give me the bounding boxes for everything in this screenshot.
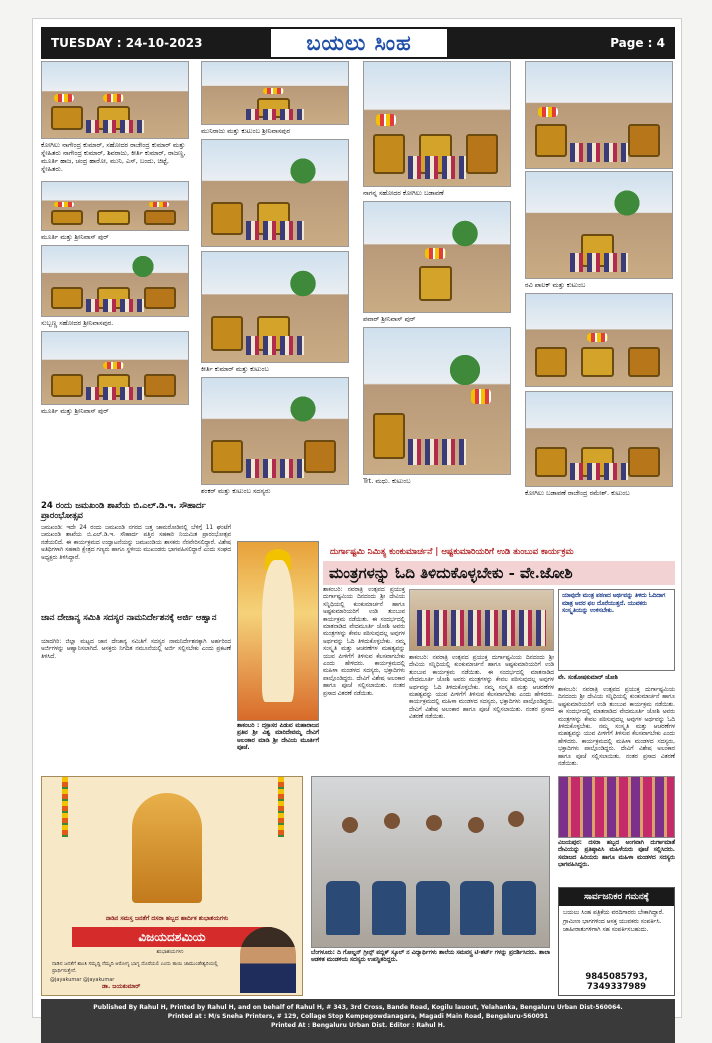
footer-line: Published By Rahul H, Printed by Rahul H, and on behalf of Rahul H, # 343, 3rd Cross, Bande Road, Kogilu lauout, Yelahanka, Bengaluru Urban Dist-560064. <box>93 1004 623 1011</box>
quote-author: ವೇ. ಸಂತೋಷಕುಮಾರ್ ಜೋಶಿ <box>558 675 618 681</box>
photo-caption: ಕೋಗಿಲು ನಾಗೇಂದ್ರ ಕುಮಾರ್, ಸಹೋದರ ರಾಜೇಂದ್ರ ಕುಮಾರ್ ಮತ್ತು ಸ್ನೇಹಿತರು ನಾಗೇಂದ್ರ ಕುಮಾರ್, ಶಿವರಾಜು, ಕೀರ್ತಿ ಕುಮಾರ್, ರಾಜಣ್ಣ, ಮೂರ್ತಿ ಹಾಜ, ಚಂದ್ರ ಹಾರೋ, ಮುನಿ, ಎಸ್, ಬಂದು, ಚಿಟ್ಟೆ, ಸ್ನೇಹಿತರು. <box>41 141 186 173</box>
issue-date: TUESDAY : 24-10-2023 <box>51 36 203 50</box>
strip-text: ದುರ್ಗಾಷ್ಟಮಿ ನಿಮಿತ್ಯ ಕುಂಕುಮಾರ್ಚನೆ | ಆಷ್ಟಕುಮಾರಿಯರಿಗೆ ಉಡಿ ತುಂಬುವ ಕಾರ್ಯಕ್ರಮ <box>330 547 574 557</box>
photo-caption: ರವಿ ಪಾಲಕ್ ಮತ್ತು ಕುಟುಂಬ <box>525 281 586 289</box>
imprint-footer <box>41 999 675 1043</box>
public-notice <box>558 887 675 996</box>
main-body-3: ಶಾಕಂಬರಿ: ನವರಾತ್ರಿ ಉತ್ಸವದ ಪ್ರಯುಕ್ತ ದುರ್ಗಾಷ್ಟಮಿಯ ದಿನದಂದು ಶ್ರೀ ದೇವಿಯ ಸನ್ನಿಧಿಯಲ್ಲಿ ಕುಂಕುಮಾರ್ಚನೆ ಹಾಗೂ ಅಷ್ಟಕುಮಾರಿಯರಿಗೆ ಉಡಿ ತುಂಬುವ ಕಾರ್ಯಕ್ರಮ ನಡೆಯಿತು. ಈ ಸಂದರ್ಭದಲ್ಲಿ ಮಾತನಾಡಿದ ವೇದಮೂರ್ತಿ ಜೋಶಿ ಅವರು ಮಂತ್ರಗಳನ್ನು ಕೇವಲ ಪಠಿಸುವುದಲ್ಲ ಅವುಗಳ ಅರ್ಥವನ್ನು ಓದಿ ತಿಳಿದುಕೊಳ್ಳಬೇಕು. ನಮ್ಮ ಸಂಸ್ಕೃತಿ ಮತ್ತು ಆಚರಣೆಗಳ ಮಹತ್ವವನ್ನು ಯುವ ಪೀಳಿಗೆಗೆ ತಿಳಿಸುವ ಕೆಲಸವಾಗಬೇಕು ಎಂದು ಹೇಳಿದರು. ಕಾರ್ಯಕ್ರಮದಲ್ಲಿ ಮಹಿಳಾ ಮಂಡಳದ ಸದಸ್ಯರು, ಭಕ್ತಾದಿಗಳು ಪಾಲ್ಗೊಂಡಿದ್ದರು. ದೇವಿಗೆ ವಿಶೇಷ ಅಲಂಕಾರ ಹಾಗೂ ಪೂಜೆ ಸಲ್ಲಿಸಲಾಯಿತು. ನಂತರ ಪ್ರಸಾದ ವಿತರಣೆ ನಡೆಯಿತು. <box>558 687 675 768</box>
photo-caption: ಮುನಿರಾಜು ಮತ್ತು ಕುಟುಂಬ ಶ್ರೀನಿವಾಸಪುರ <box>201 127 291 135</box>
article-strip <box>330 544 675 560</box>
masthead <box>41 27 675 59</box>
main-body-2: ಶಾಕಂಬರಿ: ನವರಾತ್ರಿ ಉತ್ಸವದ ಪ್ರಯುಕ್ತ ದುರ್ಗಾಷ್ಟಮಿಯ ದಿನದಂದು ಶ್ರೀ ದೇವಿಯ ಸನ್ನಿಧಿಯಲ್ಲಿ ಕುಂಕುಮಾರ್ಚನೆ ಹಾಗೂ ಅಷ್ಟಕುಮಾರಿಯರಿಗೆ ಉಡಿ ತುಂಬುವ ಕಾರ್ಯಕ್ರಮ ನಡೆಯಿತು. ಈ ಸಂದರ್ಭದಲ್ಲಿ ಮಾತನಾಡಿದ ವೇದಮೂರ್ತಿ ಜೋಶಿ ಅವರು ಮಂತ್ರಗಳನ್ನು ಕೇವಲ ಪಠಿಸುವುದಲ್ಲ ಅವುಗಳ ಅರ್ಥವನ್ನು ಓದಿ ತಿಳಿದುಕೊಳ್ಳಬೇಕು. ನಮ್ಮ ಸಂಸ್ಕೃತಿ ಮತ್ತು ಆಚರಣೆಗಳ ಮಹತ್ವವನ್ನು ಯುವ ಪೀಳಿಗೆಗೆ ತಿಳಿಸುವ ಕೆಲಸವಾಗಬೇಕು ಎಂದು ಹೇಳಿದರು. ಕಾರ್ಯಕ್ರಮದಲ್ಲಿ ಮಹಿಳಾ ಮಂಡಳದ ಸದಸ್ಯರು, ಭಕ್ತಾದಿಗಳು ಪಾಲ್ಗೊಂಡಿದ್ದರು. ದೇವಿಗೆ ವಿಶೇಷ ಅಲಂಕಾರ ಹಾಗೂ ಪೂಜೆ ಸಲ್ಲಿಸಲಾಯಿತು. ನಂತರ ಪ್ರಸಾದ ವಿತರಣೆ ನಡೆಯಿತು. <box>409 655 554 721</box>
women-photo <box>558 776 675 838</box>
photo-caption: ಪವಾರ್ ಶ್ರೀನಿವಾಸ್ ಪುರ್ <box>363 315 416 323</box>
article-body: ಜಮಖಂಡಿ: ಇದೇ 24 ರಂದು ಜಮಖಂಡಿ ನಗರದ ಜತ್ತ ಜಾಮರೋಡಿನಲ್ಲಿ ಬೆಳಿಗ್ಗೆ 11 ಘಂಟೆಗೆ ಜಮಖಂಡಿ ಶಾಖೆಯ ಬಿ.ಎಲ್.ಡಿ.ಇ. ಸೌಹಾರ್ದ ಪತ್ತಿನ ಸಹಕಾರಿ ನಿಯಮಿತ ಪ್ರಾರಂಭೋತ್ಸವ ನಡೆಯಲಿದೆ. ಈ ಕಾರ್ಯಕ್ರಮದ ಉದ್ಘಾಟನೆಯನ್ನು ಜಮಖಂಡಿಯ ಶಾಸಕರು ನೆರವೇರಿಸಲಿದ್ದಾರೆ. ವಿಶೇಷ ಅತಿಥಿಗಳಾಗಿ ಸಹಕಾರಿ ಕ್ಷೇತ್ರದ ಗಣ್ಯರು ಹಾಗೂ ಸ್ಥಳೀಯ ಮುಖಂಡರು ಭಾಗವಹಿಸಲಿದ್ದಾರೆ ಎಂದು ಸಂಘದ ಅಧ್ಯಕ್ಷರು ತಿಳಿಸಿದ್ದಾರೆ. <box>41 525 231 561</box>
main-body: ಶಾಕಂಬರಿ: ನವರಾತ್ರಿ ಉತ್ಸವದ ಪ್ರಯುಕ್ತ ದುರ್ಗಾಷ್ಟಮಿಯ ದಿನದಂದು ಶ್ರೀ ದೇವಿಯ ಸನ್ನಿಧಿಯಲ್ಲಿ ಕುಂಕುಮಾರ್ಚನೆ ಹಾಗೂ ಅಷ್ಟಕುಮಾರಿಯರಿಗೆ ಉಡಿ ತುಂಬುವ ಕಾರ್ಯಕ್ರಮ ನಡೆಯಿತು. ಈ ಸಂದರ್ಭದಲ್ಲಿ ಮಾತನಾಡಿದ ವೇದಮೂರ್ತಿ ಜೋಶಿ ಅವರು ಮಂತ್ರಗಳನ್ನು ಕೇವಲ ಪಠಿಸುವುದಲ್ಲ ಅವುಗಳ ಅರ್ಥವನ್ನು ಓದಿ ತಿಳಿದುಕೊಳ್ಳಬೇಕು. ನಮ್ಮ ಸಂಸ್ಕೃತಿ ಮತ್ತು ಆಚರಣೆಗಳ ಮಹತ್ವವನ್ನು ಯುವ ಪೀಳಿಗೆಗೆ ತಿಳಿಸುವ ಕೆಲಸವಾಗಬೇಕು ಎಂದು ಹೇಳಿದರು. ಕಾರ್ಯಕ್ರಮದಲ್ಲಿ ಮಹಿಳಾ ಮಂಡಳದ ಸದಸ್ಯರು, ಭಕ್ತಾದಿಗಳು ಪಾಲ್ಗೊಂಡಿದ್ದರು. ದೇವಿಗೆ ವಿಶೇಷ ಅಲಂಕಾರ ಹಾಗೂ ಪೂಜೆ ಸಲ್ಲಿಸಲಾಯಿತು. ನಂತರ ಪ್ರಸಾದ ವಿತರಣೆ ನಡೆಯಿತು. <box>323 587 405 697</box>
photo-1 <box>41 61 189 139</box>
photo-5 <box>41 181 189 231</box>
ad-social: @jayakumar @jayakumar <box>50 977 115 983</box>
photo-caption: ನಾಗನ್ನ ಸಹೋದರ ಕೋಗಿಲು ಬಡಾವಣೆ <box>363 189 444 197</box>
photo-11 <box>363 327 511 475</box>
footer-line: Printed at : M/s Sneha Printers, # 129, Collage Stop Kempegowdanagara, Magadi Main Road, Bengaluru-560091 <box>167 1013 549 1020</box>
event-photo <box>409 589 554 651</box>
photo-caption: Trt. ಮಧು. ಕುಟುಂಬ <box>363 477 411 485</box>
ad-wish: ಶುಭಾಶಯಗಳು <box>156 949 184 955</box>
photo-3 <box>363 61 511 187</box>
palanquin-illustration <box>132 793 202 903</box>
quote-box <box>558 589 675 671</box>
photo-12 <box>525 293 673 387</box>
photo-7 <box>41 245 189 317</box>
article-headline: 24 ರಂದು ಜಮಖಂಡಿ ಶಾಖೆಯ ಬಿ.ಎಲ್.ಡಿ.ಇ. ಸೌಹಾರ್ದ ಪ್ರಾರಂಭೋತ್ಸವ <box>41 501 206 521</box>
photo-4b <box>525 171 673 279</box>
article-body-2: ಯಾದಗಿರಿ: ಜಿಲ್ಲಾ ಮಟ್ಟದ ಜಾನ ದೇಜಾನ್ಯ ಸಮಿತಿಗೆ ಸದಸ್ಯರ ನಾಮನಿರ್ದೇಶನಕ್ಕಾಗಿ ಅರ್ಹರಿಂದ ಅರ್ಜಿಗಳನ್ನು ಆಹ್ವಾನಿಸಲಾಗಿದೆ. ಆಸಕ್ತರು ನಿಗದಿತ ನಮೂನೆಯಲ್ಲಿ ಅರ್ಜಿ ಸಲ್ಲಿಸಬೇಕು ಎಂದು ಪ್ರಕಟಣೆ ತಿಳಿಸಿದೆ. <box>41 639 231 660</box>
portrait <box>240 927 296 993</box>
notice-phone: 9845085793, 7349337989 <box>585 972 648 992</box>
photo-12b <box>525 391 673 487</box>
photo-caption: ಸುಬ್ಬಣ್ಣ ಸಹೋದರ ಶ್ರೀನಿವಾಸಪುರ. <box>41 319 114 327</box>
notice-heading: ಸಾರ್ವಜನಿಕರ ಗಮನಕ್ಕೆ <box>559 888 674 906</box>
group-photo <box>311 776 550 948</box>
newspaper-title: ಬಯಲು ಸಿಂಹ <box>306 30 412 55</box>
article-subhead: ಜಾನ ದೇಜಾನ್ಯ ಸಮಿತಿ ಸದಸ್ಯರ ನಾಮನಿರ್ದೇಶನಕ್ಕೆ ಅರ್ಜಿ ಆಹ್ವಾನ <box>41 613 217 623</box>
photo-9 <box>41 331 189 405</box>
notice-body: ಬಯಲು ಸಿಂಹ ಪತ್ರಿಕೆಯ ವರದಿಗಾರರು ಬೇಕಾಗಿದ್ದಾರೆ. ಗ್ರಾಮೀಣ ಭಾಗಗಳಿಂದ ಆಸಕ್ತ ಯುವಕರು ಸಂಪರ್ಕಿಸಿ. ಜಾಹೀರಾತುಗಳಿಗಾಗಿ ಸಹ ಸಂಪರ್ಕಿಸಬಹುದು. <box>563 909 664 933</box>
photo-2b <box>201 139 349 247</box>
vijayadashami-ad <box>41 776 303 996</box>
ad-banner-text: ನಾಡಿನ ಸಮಸ್ತ ಜನತೆಗೆ ದಸರಾ ಹಬ್ಬದ ಹಾರ್ದಿಕ ಶುಭಾಶಯಗಳು <box>105 915 229 922</box>
photo-caption: ಮೂರ್ತಿ ಮತ್ತು ಶ್ರೀನಿವಾಸ್ ಪುರ್ <box>41 233 109 241</box>
ad-lines: ನಾಡಿನ ಜನತೆಗೆ ಶಾಂತಿ ಸಮೃದ್ಧಿ ನೆಮ್ಮದಿ ಆರೋಗ್ಯ ಭಾಗ್ಯ ದೊರೆಯಲಿ ಎಂದು ತಾಯಿ ಚಾಮುಂಡೇಶ್ವರಿಯಲ್ಲಿ ಪ್ರಾರ್ಥಿಸುತ್ತೇನೆ. <box>52 961 218 974</box>
photo-caption: ಕೋಗಿಲು ಬಡಾವಣೆ ರಾಜೇಂದ್ರ ರಮೇಶ್. ಕುಟುಂಬ <box>525 489 630 497</box>
photo-caption: ಕೀರ್ತಿ ಕುಮಾರ್ ಮತ್ತು ಕುಟುಂಬ <box>201 365 269 373</box>
newspaper-page <box>32 18 682 1029</box>
photo-2 <box>201 61 349 125</box>
goddess-photo <box>237 541 319 721</box>
photo-6 <box>363 201 511 313</box>
photo-caption: ಶಂಕರ್ ಮತ್ತು ಕುಟುಂಬ ಸದಸ್ಯರು <box>201 487 271 495</box>
page-number: Page : 4 <box>610 36 665 50</box>
ad-title: ವಿಜಯದಶಮಿಯ <box>72 927 272 947</box>
quote-text: ಯಾವುದೇ ಮಂತ್ರ ಪಠಣದ ಅರ್ಥವನ್ನು ತಿಳಿದು ಓದಿದಾಗ ಮಾತ್ರ ಅದರ ಫಲ ದೊರೆಯುತ್ತದೆ. ಯುವಕರು ಸಂಸ್ಕೃತಿಯನ್ನು ಉಳಿಸಬೇಕು. <box>562 593 666 614</box>
photo-10 <box>201 377 349 485</box>
title-box <box>271 29 447 57</box>
group-caption: ಬೆಂಗಳೂರು: ದಿ ಗೋಲ್ಡನ್ ಗ್ರೀನ್ಸ್ ಪಬ್ಲಿಕ್ ಸ್ಕೂಲ್ ನ ವಿದ್ಯಾರ್ಥಿಗಳು ಶಾಲೆಯ ಸಮವಸ್ತ್ರ ಟಿ-ಶರ್ಟ್ ಗಳನ್ನು ಪ್ರದರ್ಶಿಸಿದರು. ಶಾಲಾ ಆಡಳಿತ ಮಂಡಳಿಯ ಸದಸ್ಯರು ಉಪಸ್ಥಿತರಿದ್ದರು. <box>311 950 550 964</box>
footer-line: Printed At : Bengaluru Urban Dist. Editor : Rahul H. <box>270 1022 445 1029</box>
photo-caption: ಮೂರ್ತಿ ಮತ್ತು ಶ್ರೀನಿವಾಸ್ ಪುರ್ <box>41 407 109 415</box>
photo-8 <box>201 251 349 363</box>
women-caption: ವಿಜಯಪುರ: ದಸರಾ ಹಬ್ಬದ ಅಂಗವಾಗಿ ದುರ್ಗಾಮಾತೆ ದೇವಿಯನ್ನು ಪ್ರತಿಷ್ಠಾಪಿಸಿ ಮಹಿಳೆಯರು ಪೂಜೆ ಸಲ್ಲಿಸಿದರು. ಸಮಾಜದ ಹಿರಿಯರು ಹಾಗೂ ಮಹಿಳಾ ಮಂಡಳದ ಸದಸ್ಯರು ಭಾಗವಹಿಸಿದ್ದರು. <box>558 840 675 869</box>
ad-signature: ಡಾ. ಜಯಕುಮಾರ್ <box>102 983 141 990</box>
main-headline: ಮಂತ್ರಗಳನ್ನು ಓದಿ ತಿಳಿದುಕೊಳ್ಳಬೇಕು - ವೇ.ಜೋಶಿ <box>323 561 675 585</box>
photo-4 <box>525 61 673 169</box>
goddess-caption: ಶಾಕಂಬರಿ : ದಸ್ರಾಸರ ಪಿಡುವ ಮಹಾರಾಜನ ಪ್ರತಿವ ಶ್ರೀ ವಿಶ್ವ ಮಾರಿದೇವಮ್ಮ ದೇವಿಗೆ ಅಲಂಕಾರ ಮಾಡಿ ಶ್ರೀ ದೇವಿಯ ಮೂರ್ತಿಗೆ ಪೂಜೆ. <box>237 723 319 752</box>
